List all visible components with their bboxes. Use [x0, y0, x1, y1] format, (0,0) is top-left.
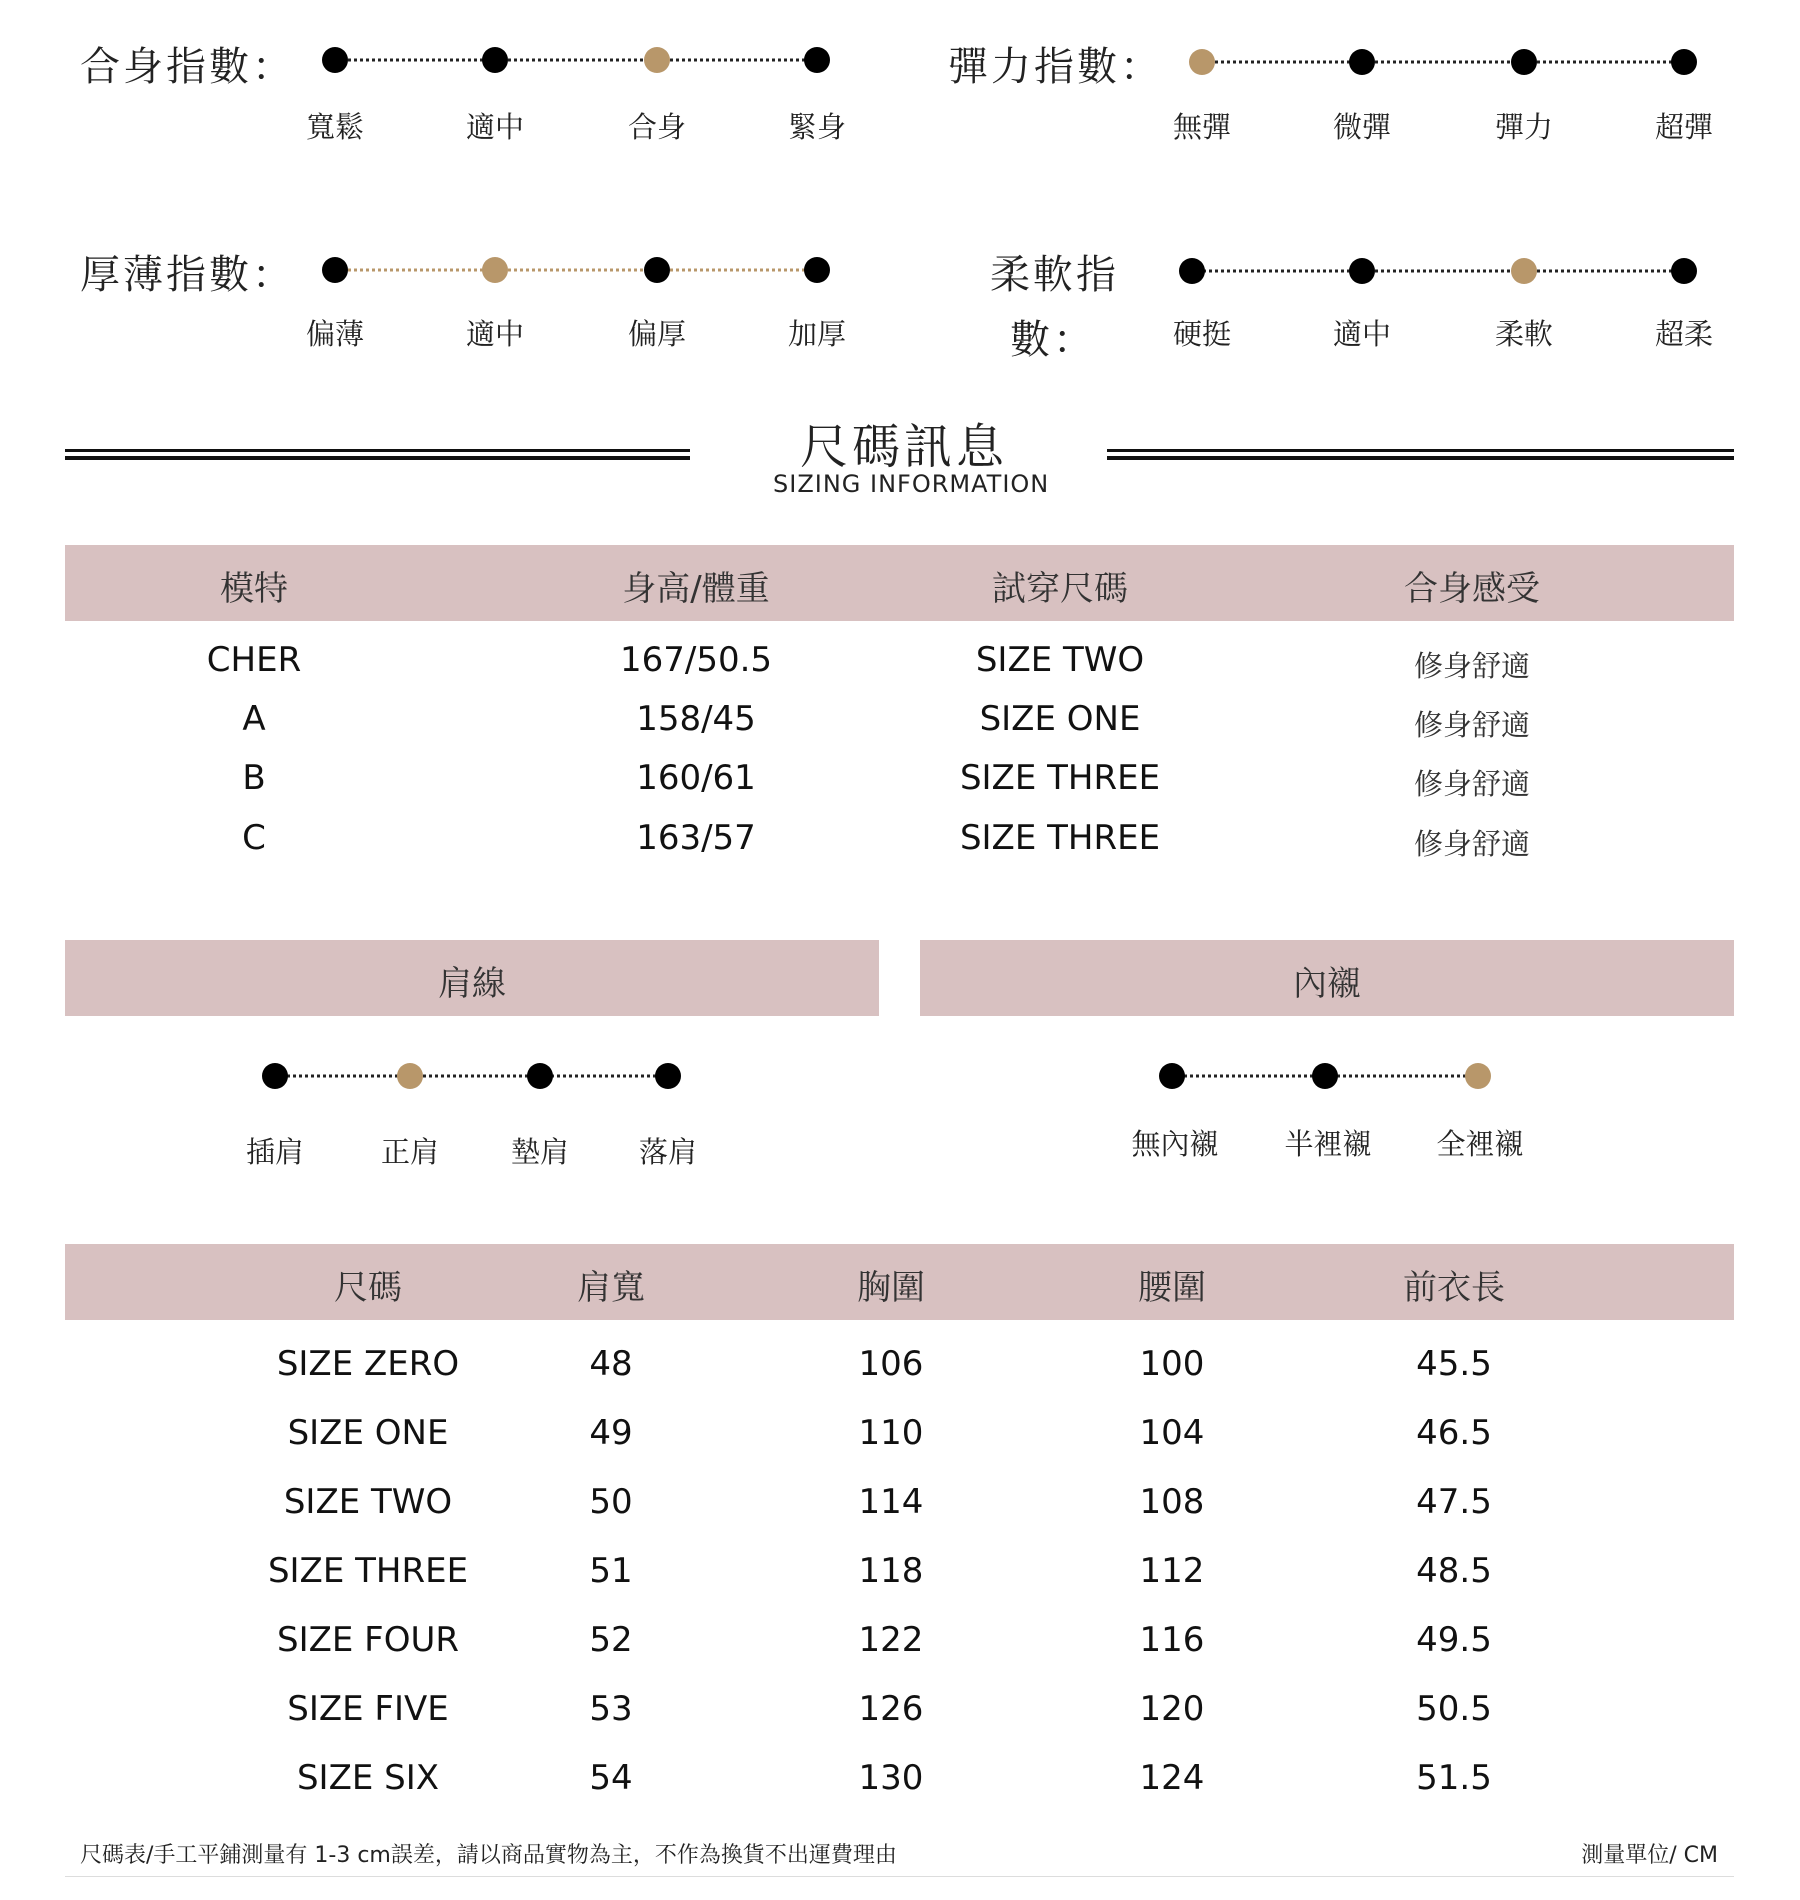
header-cell: 腰圍 [1138, 1268, 1206, 1308]
scale-label: 合身 [627, 110, 687, 144]
thickness-index-title: 厚薄指數： [80, 252, 295, 298]
scale-label: 偏厚 [627, 317, 687, 351]
scale-label: 寬鬆 [305, 110, 365, 144]
shoulder-width: 48 [589, 1344, 633, 1384]
scale-dot-selected [482, 257, 508, 283]
waist: 116 [1139, 1620, 1205, 1660]
model-name: C [242, 818, 266, 858]
header-cell: 肩寬 [577, 1268, 645, 1308]
scale-dot [1671, 258, 1697, 284]
chest: 114 [858, 1482, 924, 1522]
softness-index-title-line1: 柔軟指 [990, 252, 1119, 298]
size-table-header [65, 1244, 1734, 1320]
section-subtitle: SIZING INFORMATION [773, 470, 1050, 498]
waist: 124 [1139, 1758, 1205, 1798]
front-length: 48.5 [1416, 1551, 1492, 1591]
header-cell: 尺碼 [334, 1268, 402, 1308]
scale-dot [1179, 258, 1205, 284]
scale-dot [1511, 49, 1537, 75]
scale-dot [1671, 49, 1697, 75]
chest: 126 [858, 1689, 924, 1729]
height-weight: 167/50.5 [619, 640, 773, 680]
trial-size: SIZE THREE [959, 758, 1161, 798]
model-name: B [242, 758, 266, 798]
scale-label: 落肩 [638, 1135, 698, 1169]
chest: 118 [858, 1551, 924, 1591]
scale-label: 硬挺 [1172, 317, 1232, 351]
scale-dot [1349, 258, 1375, 284]
front-length: 45.5 [1416, 1344, 1492, 1384]
scale-label: 適中 [465, 317, 525, 351]
shoulder-header [65, 940, 879, 1016]
scale-dot-selected [1189, 49, 1215, 75]
scale-dot-selected [1511, 258, 1537, 284]
scale-label: 無彈 [1172, 110, 1232, 144]
shoulder-width: 52 [589, 1620, 633, 1660]
scale-dot-selected [644, 47, 670, 73]
scale-label: 正肩 [380, 1135, 440, 1169]
scale-line [1524, 61, 1684, 64]
shoulder-width: 53 [589, 1689, 633, 1729]
scale-line [1202, 61, 1362, 64]
header-cell: 模特 [220, 569, 288, 609]
shoulder-width: 49 [589, 1413, 633, 1453]
heading-divider-left [65, 449, 690, 460]
scale-dot [527, 1063, 553, 1089]
scale-dot [804, 47, 830, 73]
trial-size: SIZE TWO [975, 640, 1145, 680]
size-name: SIZE FIVE [287, 1689, 449, 1729]
lining-title: 內襯 [1293, 964, 1361, 1004]
header-cell: 合身感受 [1404, 569, 1540, 609]
measurement-note: 尺碼表/手工平鋪測量有 1-3 cm誤差，請以商品實物為主，不作為換貨不出運費理由 [80, 1843, 897, 1868]
scale-label: 柔軟 [1494, 317, 1554, 351]
scale-label: 偏薄 [305, 317, 365, 351]
trial-size: SIZE ONE [979, 699, 1141, 739]
header-cell: 胸圍 [857, 1268, 925, 1308]
scale-label: 超彈 [1654, 110, 1714, 144]
scale-label: 全裡襯 [1436, 1127, 1524, 1161]
scale-label: 緊身 [787, 110, 847, 144]
header-cell: 試穿尺碼 [992, 569, 1128, 609]
chest: 110 [858, 1413, 924, 1453]
chest: 122 [858, 1620, 924, 1660]
scale-line [275, 1075, 410, 1078]
size-name: SIZE SIX [296, 1758, 440, 1798]
scale-line [657, 269, 817, 272]
scale-label: 彈力 [1494, 110, 1554, 144]
shoulder-title: 肩線 [438, 964, 506, 1004]
scale-dot [644, 257, 670, 283]
trial-size: SIZE THREE [959, 818, 1161, 858]
scale-label: 微彈 [1332, 110, 1392, 144]
scale-dot [482, 47, 508, 73]
scale-line [540, 1075, 668, 1078]
scale-label: 超柔 [1654, 317, 1714, 351]
scale-dot-selected [1465, 1063, 1491, 1089]
scale-line [1362, 61, 1524, 64]
fit-feel: 修身舒適 [1413, 649, 1531, 683]
scale-label: 半裡襯 [1284, 1127, 1372, 1161]
footer-divider [65, 1876, 1734, 1877]
shoulder-width: 51 [589, 1551, 633, 1591]
header-cell: 前衣長 [1403, 1268, 1505, 1308]
scale-line [1362, 270, 1524, 273]
scale-line [335, 59, 495, 62]
size-name: SIZE FOUR [276, 1620, 460, 1660]
scale-line [495, 269, 657, 272]
scale-label: 適中 [465, 110, 525, 144]
scale-line [1524, 270, 1684, 273]
lining-header [920, 940, 1734, 1016]
scale-label: 墊肩 [510, 1135, 570, 1169]
front-length: 46.5 [1416, 1413, 1492, 1453]
header-cell: 身高/體重 [622, 569, 770, 609]
scale-dot-selected [397, 1063, 423, 1089]
shoulder-width: 54 [589, 1758, 633, 1798]
scale-dot [322, 47, 348, 73]
section-title: 尺碼訊息 [800, 419, 1009, 475]
softness-index-title-line2: 數： [1010, 317, 1096, 363]
scale-dot [655, 1063, 681, 1089]
scale-label: 適中 [1332, 317, 1392, 351]
fit-feel: 修身舒適 [1413, 767, 1531, 801]
front-length: 49.5 [1416, 1620, 1492, 1660]
scale-label: 無內襯 [1131, 1127, 1219, 1161]
front-length: 47.5 [1416, 1482, 1492, 1522]
scale-dot [262, 1063, 288, 1089]
scale-line [410, 1075, 540, 1078]
front-length: 51.5 [1416, 1758, 1492, 1798]
scale-line [495, 59, 657, 62]
scale-line [1172, 1075, 1325, 1078]
scale-dot [1159, 1063, 1185, 1089]
height-weight: 160/61 [636, 758, 756, 798]
size-name: SIZE THREE [267, 1551, 469, 1591]
model-name: A [242, 699, 266, 739]
waist: 112 [1139, 1551, 1205, 1591]
waist: 120 [1139, 1689, 1205, 1729]
scale-dot [1349, 49, 1375, 75]
shoulder-width: 50 [589, 1482, 633, 1522]
chest: 106 [858, 1344, 924, 1384]
scale-label: 插肩 [245, 1135, 305, 1169]
size-name: SIZE ZERO [276, 1344, 460, 1384]
measurement-unit: 測量單位/ CM [1581, 1843, 1718, 1868]
chest: 130 [858, 1758, 924, 1798]
size-name: SIZE TWO [283, 1482, 453, 1522]
scale-label: 加厚 [787, 317, 847, 351]
elasticity-index-title: 彈力指數： [948, 44, 1163, 90]
fit-feel: 修身舒適 [1413, 827, 1531, 861]
model-name: CHER [206, 640, 302, 680]
height-weight: 163/57 [636, 818, 756, 858]
height-weight: 158/45 [636, 699, 756, 739]
fit-index-title: 合身指數： [80, 44, 295, 90]
size-name: SIZE ONE [287, 1413, 449, 1453]
waist: 104 [1139, 1413, 1205, 1453]
fit-feel: 修身舒適 [1413, 708, 1531, 742]
scale-line [335, 269, 495, 272]
scale-dot [1312, 1063, 1338, 1089]
waist: 100 [1139, 1344, 1205, 1384]
scale-line [1325, 1075, 1478, 1078]
scale-line [1192, 270, 1362, 273]
waist: 108 [1139, 1482, 1205, 1522]
scale-dot [804, 257, 830, 283]
front-length: 50.5 [1416, 1689, 1492, 1729]
model-table-header [65, 545, 1734, 621]
heading-divider-right [1107, 449, 1734, 460]
scale-line [657, 59, 817, 62]
scale-dot [322, 257, 348, 283]
